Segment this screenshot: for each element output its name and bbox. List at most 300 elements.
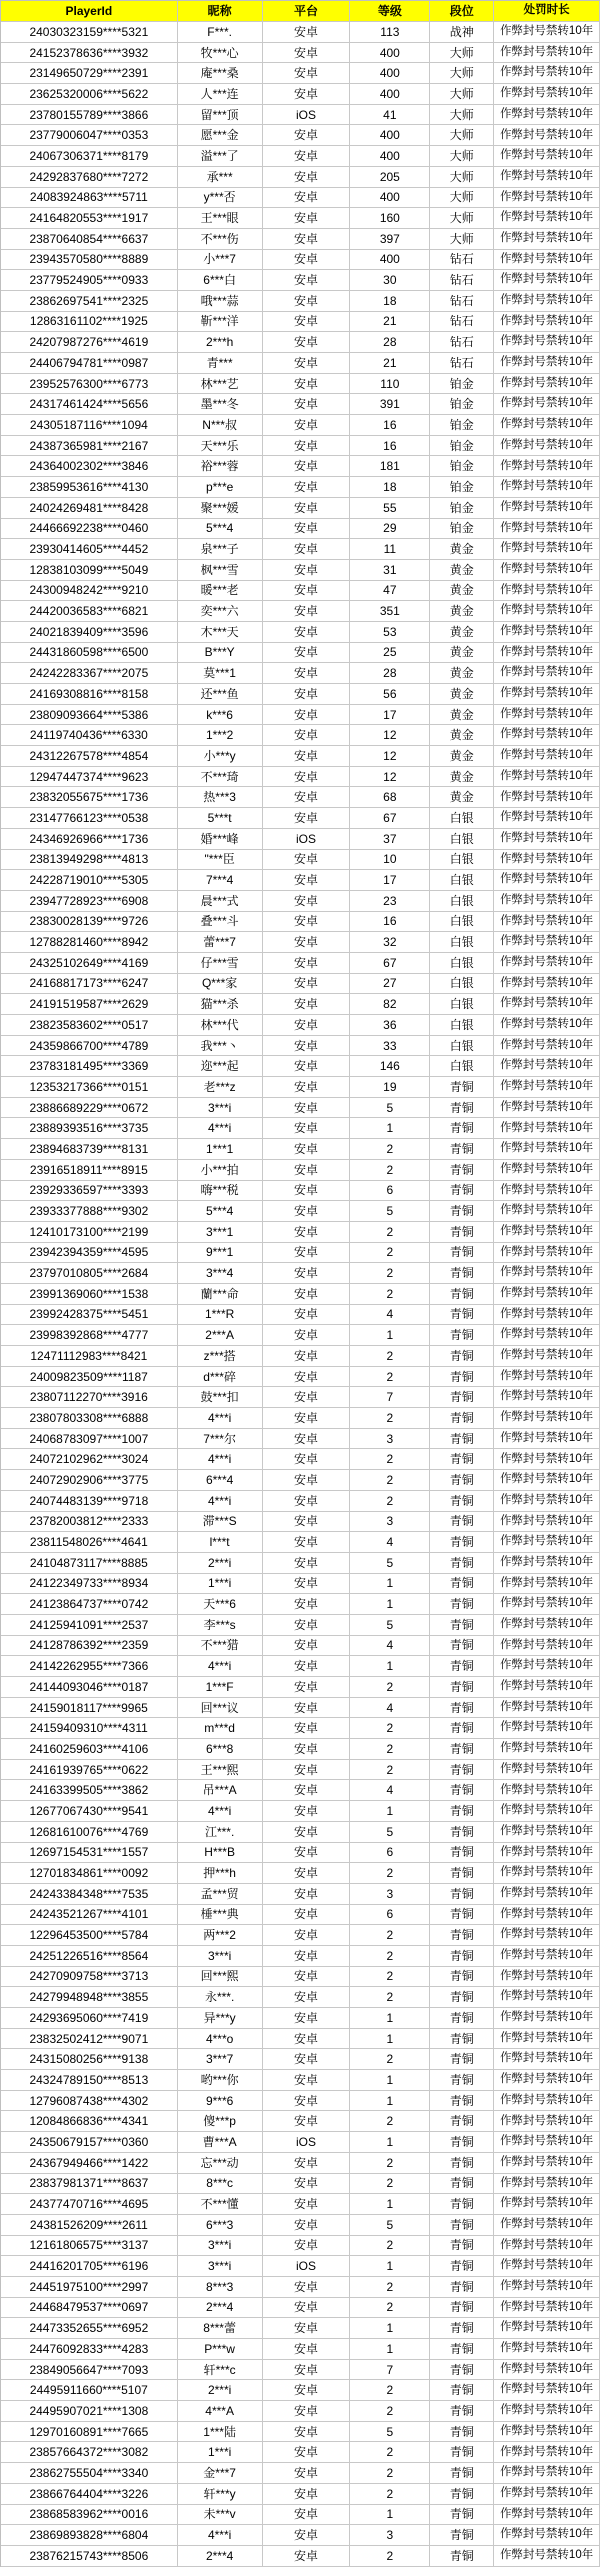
table-row: [1, 1987, 600, 2008]
cell-nickname: 老***z: [178, 1077, 263, 1097]
cell-penalty-duration: 作弊封号禁转10年: [494, 105, 600, 125]
cell-penalty-duration: 作弊封号禁转10年: [494, 912, 600, 932]
cell-level: 5: [350, 1098, 430, 1118]
cell-nickname: 6***白: [178, 270, 263, 290]
table-row: [1, 374, 600, 395]
table-row: [1, 787, 600, 808]
cell-level: 5: [350, 2215, 430, 2235]
cell-penalty-duration: 作弊封号禁转10年: [494, 622, 600, 642]
cell-player-id: 23942394359****4595: [1, 1243, 178, 1263]
cell-penalty-duration: 作弊封号禁转10年: [494, 146, 600, 166]
cell-rank: 青铜: [430, 1843, 494, 1863]
cell-platform: 安卓: [263, 1760, 351, 1780]
cell-level: 2: [350, 1739, 430, 1759]
cell-nickname: 牧***心: [178, 43, 263, 63]
cell-penalty-duration: 作弊封号禁转10年: [494, 374, 600, 394]
cell-nickname: 4***i: [178, 2525, 263, 2545]
cell-nickname: 9***1: [178, 1243, 263, 1263]
cell-nickname: 3***7: [178, 2049, 263, 2069]
cell-player-id: 23779006047****0353: [1, 125, 178, 145]
cell-level: 5: [350, 2422, 430, 2442]
cell-rank: 大师: [430, 43, 494, 63]
cell-level: 5: [350, 1201, 430, 1221]
cell-nickname: 晨***式: [178, 891, 263, 911]
table-row: [1, 415, 600, 436]
cell-level: 2: [350, 1139, 430, 1159]
cell-rank: 黄金: [430, 560, 494, 580]
cell-level: 12: [350, 725, 430, 745]
cell-platform: 安卓: [263, 1181, 351, 1201]
table-row: [1, 2236, 600, 2257]
cell-level: 205: [350, 167, 430, 187]
table-row: [1, 312, 600, 333]
cell-level: 36: [350, 1015, 430, 1035]
cell-player-id: 12947447374****9623: [1, 767, 178, 787]
cell-platform: 安卓: [263, 353, 351, 373]
cell-player-id: 24228719010****5305: [1, 870, 178, 890]
cell-level: 2: [350, 1677, 430, 1697]
cell-player-id: 23811548026****4641: [1, 1532, 178, 1552]
cell-nickname: 江***.: [178, 1822, 263, 1842]
cell-penalty-duration: 作弊封号禁转10年: [494, 2484, 600, 2504]
cell-rank: 青铜: [430, 1905, 494, 1925]
cell-level: 400: [350, 43, 430, 63]
cell-level: 17: [350, 705, 430, 725]
cell-rank: 青铜: [430, 1284, 494, 1304]
table-row: [1, 560, 600, 581]
table-row: [1, 353, 600, 374]
cell-level: 397: [350, 229, 430, 249]
cell-level: 4: [350, 1636, 430, 1656]
table-row: [1, 870, 600, 891]
cell-penalty-duration: 作弊封号禁转10年: [494, 2525, 600, 2545]
cell-penalty-duration: 作弊封号禁转10年: [494, 2194, 600, 2214]
table-row: [1, 746, 600, 767]
cell-nickname: F***.: [178, 22, 263, 42]
cell-player-id: 23849056647****7093: [1, 2360, 178, 2380]
cell-platform: 安卓: [263, 1967, 351, 1987]
cell-level: 37: [350, 829, 430, 849]
table-row: [1, 1387, 600, 1408]
cell-nickname: 4***A: [178, 2401, 263, 2421]
cell-rank: 大师: [430, 63, 494, 83]
table-row: [1, 1077, 600, 1098]
table-row: [1, 2029, 600, 2050]
cell-rank: 青铜: [430, 1470, 494, 1490]
cell-penalty-duration: 作弊封号禁转10年: [494, 2401, 600, 2421]
cell-level: 1: [350, 1594, 430, 1614]
cell-penalty-duration: 作弊封号禁转10年: [494, 767, 600, 787]
cell-player-id: 24317461424****5656: [1, 394, 178, 414]
cell-player-id: 24072102962****3024: [1, 1449, 178, 1469]
cell-level: 400: [350, 250, 430, 270]
cell-nickname: p***e: [178, 477, 263, 497]
cell-platform: 安卓: [263, 974, 351, 994]
cell-player-id: 23943570580****8889: [1, 250, 178, 270]
table-row: [1, 1098, 600, 1119]
cell-nickname: 婚***峰: [178, 829, 263, 849]
cell-level: 181: [350, 456, 430, 476]
cell-player-id: 23782003812****2333: [1, 1512, 178, 1532]
cell-level: 2: [350, 1346, 430, 1366]
cell-player-id: 23889393516****3735: [1, 1118, 178, 1138]
cell-nickname: 枫***雪: [178, 560, 263, 580]
table-row: [1, 2380, 600, 2401]
cell-player-id: 24300948242****9210: [1, 581, 178, 601]
cell-platform: 安卓: [263, 1036, 351, 1056]
cell-rank: 青铜: [430, 2339, 494, 2359]
cell-penalty-duration: 作弊封号禁转10年: [494, 974, 600, 994]
cell-player-id: 24164820553****1917: [1, 208, 178, 228]
cell-rank: 青铜: [430, 2546, 494, 2566]
cell-nickname: 曹***A: [178, 2132, 263, 2152]
cell-penalty-duration: 作弊封号禁转10年: [494, 1801, 600, 1821]
cell-player-id: 23862755504****3340: [1, 2463, 178, 2483]
cell-nickname: Q***家: [178, 974, 263, 994]
cell-nickname: 奕***六: [178, 601, 263, 621]
table-row: [1, 229, 600, 250]
cell-platform: 安卓: [263, 146, 351, 166]
cell-penalty-duration: 作弊封号禁转10年: [494, 291, 600, 311]
cell-player-id: 24367949466****1422: [1, 2153, 178, 2173]
cell-nickname: 哦***蒜: [178, 291, 263, 311]
cell-penalty-duration: 作弊封号禁转10年: [494, 1139, 600, 1159]
cell-platform: 安卓: [263, 2525, 351, 2545]
table-row: [1, 2463, 600, 2484]
cell-penalty-duration: 作弊封号禁转10年: [494, 477, 600, 497]
cell-platform: 安卓: [263, 1532, 351, 1552]
cell-platform: 安卓: [263, 22, 351, 42]
cell-platform: 安卓: [263, 1325, 351, 1345]
cell-nickname: 1***R: [178, 1305, 263, 1325]
cell-platform: 安卓: [263, 1863, 351, 1883]
cell-nickname: 留***顶: [178, 105, 263, 125]
cell-platform: 安卓: [263, 2546, 351, 2566]
cell-level: 2: [350, 1470, 430, 1490]
cell-nickname: 王***熙: [178, 1760, 263, 1780]
cell-platform: 安卓: [263, 188, 351, 208]
cell-penalty-duration: 作弊封号禁转10年: [494, 1739, 600, 1759]
cell-penalty-duration: 作弊封号禁转10年: [494, 994, 600, 1014]
cell-penalty-duration: 作弊封号禁转10年: [494, 332, 600, 352]
cell-player-id: 23916518911****8915: [1, 1160, 178, 1180]
table-row: [1, 436, 600, 457]
cell-platform: 安卓: [263, 1491, 351, 1511]
cell-penalty-duration: 作弊封号禁转10年: [494, 394, 600, 414]
cell-player-id: 23886689229****0672: [1, 1098, 178, 1118]
cell-nickname: 泉***子: [178, 539, 263, 559]
cell-rank: 大师: [430, 105, 494, 125]
table-row: [1, 1594, 600, 1615]
cell-penalty-duration: 作弊封号禁转10年: [494, 270, 600, 290]
cell-nickname: 5***t: [178, 808, 263, 828]
cell-rank: 青铜: [430, 2318, 494, 2338]
cell-player-id: 24159018117****9965: [1, 1698, 178, 1718]
cell-rank: 青铜: [430, 2111, 494, 2131]
cell-nickname: B***Y: [178, 643, 263, 663]
cell-penalty-duration: 作弊封号禁转10年: [494, 1098, 600, 1118]
cell-penalty-duration: 作弊封号禁转10年: [494, 2380, 600, 2400]
cell-platform: iOS: [263, 829, 351, 849]
cell-nickname: 2***i: [178, 1553, 263, 1573]
cell-penalty-duration: 作弊封号禁转10年: [494, 1429, 600, 1449]
cell-penalty-duration: 作弊封号禁转10年: [494, 22, 600, 42]
cell-rank: 黄金: [430, 643, 494, 663]
cell-level: 2: [350, 2236, 430, 2256]
cell-nickname: 小***拍: [178, 1160, 263, 1180]
cell-penalty-duration: 作弊封号禁转10年: [494, 125, 600, 145]
cell-level: 16: [350, 436, 430, 456]
cell-nickname: y***否: [178, 188, 263, 208]
cell-platform: 安卓: [263, 2277, 351, 2297]
cell-rank: 青铜: [430, 2298, 494, 2318]
cell-nickname: 蕾***7: [178, 932, 263, 952]
cell-platform: 安卓: [263, 2029, 351, 2049]
cell-nickname: 哟***你: [178, 2070, 263, 2090]
cell-player-id: 23876215743****8506: [1, 2546, 178, 2566]
cell-penalty-duration: 作弊封号禁转10年: [494, 1677, 600, 1697]
cell-nickname: 吊***A: [178, 1780, 263, 1800]
cell-platform: 安卓: [263, 63, 351, 83]
cell-platform: 安卓: [263, 167, 351, 187]
cell-nickname: 傻***p: [178, 2111, 263, 2131]
cell-player-id: 24021839409****3596: [1, 622, 178, 642]
cell-rank: 青铜: [430, 1512, 494, 1532]
cell-penalty-duration: 作弊封号禁转10年: [494, 1305, 600, 1325]
cell-nickname: 迩***起: [178, 1056, 263, 1076]
cell-player-id: 24251226516****8564: [1, 1946, 178, 1966]
table-row: [1, 270, 600, 291]
cell-platform: 安卓: [263, 456, 351, 476]
cell-player-id: 24142262955****7366: [1, 1656, 178, 1676]
cell-player-id: 24128786392****2359: [1, 1636, 178, 1656]
table-row: [1, 622, 600, 643]
cell-rank: 青铜: [430, 1884, 494, 1904]
table-row: [1, 2091, 600, 2112]
cell-platform: 安卓: [263, 767, 351, 787]
cell-nickname: 青***: [178, 353, 263, 373]
cell-rank: 黄金: [430, 767, 494, 787]
cell-player-id: 12697154531****1557: [1, 1843, 178, 1863]
cell-level: 400: [350, 188, 430, 208]
cell-rank: 黄金: [430, 539, 494, 559]
table-row: [1, 105, 600, 126]
cell-platform: 安卓: [263, 1449, 351, 1469]
cell-platform: 安卓: [263, 1243, 351, 1263]
cell-nickname: 还***鱼: [178, 684, 263, 704]
cell-nickname: 林***代: [178, 1015, 263, 1035]
cell-player-id: 23862697541****2325: [1, 291, 178, 311]
cell-penalty-duration: 作弊封号禁转10年: [494, 1056, 600, 1076]
cell-rank: 青铜: [430, 2277, 494, 2297]
cell-platform: 安卓: [263, 1780, 351, 1800]
cell-rank: 青铜: [430, 2442, 494, 2462]
cell-level: 2: [350, 1718, 430, 1738]
cell-penalty-duration: 作弊封号禁转10年: [494, 1284, 600, 1304]
cell-penalty-duration: 作弊封号禁转10年: [494, 415, 600, 435]
cell-nickname: 不***猎: [178, 1636, 263, 1656]
cell-rank: 青铜: [430, 1925, 494, 1945]
cell-player-id: 24270909758****3713: [1, 1967, 178, 1987]
table-row: [1, 974, 600, 995]
cell-penalty-duration: 作弊封号禁转10年: [494, 787, 600, 807]
cell-nickname: 4***i: [178, 1491, 263, 1511]
cell-level: 4: [350, 1305, 430, 1325]
cell-nickname: 滞***S: [178, 1512, 263, 1532]
cell-player-id: 24243521267****4101: [1, 1905, 178, 1925]
cell-rank: 青铜: [430, 1098, 494, 1118]
cell-level: 2: [350, 2153, 430, 2173]
cell-platform: 安卓: [263, 332, 351, 352]
cell-level: 6: [350, 1181, 430, 1201]
cell-level: 17: [350, 870, 430, 890]
cell-platform: 安卓: [263, 1387, 351, 1407]
cell-platform: 安卓: [263, 1408, 351, 1428]
cell-rank: 青铜: [430, 2505, 494, 2525]
cell-rank: 白银: [430, 850, 494, 870]
cell-player-id: 12838103099****5049: [1, 560, 178, 580]
cell-player-id: 24359866700****4789: [1, 1036, 178, 1056]
cell-penalty-duration: 作弊封号禁转10年: [494, 312, 600, 332]
table-row: [1, 1449, 600, 1470]
cell-nickname: 天***6: [178, 1594, 263, 1614]
table-row: [1, 2525, 600, 2546]
cell-penalty-duration: 作弊封号禁转10年: [494, 63, 600, 83]
cell-player-id: 24292837680****7272: [1, 167, 178, 187]
table-row: [1, 850, 600, 871]
table-row: [1, 1574, 600, 1595]
cell-platform: 安卓: [263, 581, 351, 601]
cell-player-id: 23933377888****9302: [1, 1201, 178, 1221]
cell-player-id: 24191519587****2629: [1, 994, 178, 1014]
cell-platform: 安卓: [263, 2111, 351, 2131]
cell-nickname: 2***h: [178, 332, 263, 352]
cell-level: 2: [350, 1222, 430, 1242]
cell-nickname: 2***4: [178, 2298, 263, 2318]
cell-rank: 大师: [430, 229, 494, 249]
cell-rank: 青铜: [430, 1305, 494, 1325]
cell-level: 4: [350, 1532, 430, 1552]
table-row: [1, 84, 600, 105]
cell-platform: 安卓: [263, 870, 351, 890]
cell-penalty-duration: 作弊封号禁转10年: [494, 43, 600, 63]
cell-player-id: 24104873117****8885: [1, 1553, 178, 1573]
table-row: [1, 1905, 600, 1926]
cell-player-id: 23952576300****6773: [1, 374, 178, 394]
cell-player-id: 23807803308****6888: [1, 1408, 178, 1428]
table-row: [1, 2277, 600, 2298]
cell-platform: 安卓: [263, 746, 351, 766]
cell-level: 1: [350, 2091, 430, 2111]
cell-level: 2: [350, 2111, 430, 2131]
cell-nickname: 1***2: [178, 725, 263, 745]
cell-level: 12: [350, 767, 430, 787]
table-row: [1, 1408, 600, 1429]
cell-player-id: 23866764404****3226: [1, 2484, 178, 2504]
table-row: [1, 2339, 600, 2360]
table-row: [1, 912, 600, 933]
cell-penalty-duration: 作弊封号禁转10年: [494, 560, 600, 580]
cell-player-id: 23992428375****5451: [1, 1305, 178, 1325]
cell-player-id: 24159409310****4311: [1, 1718, 178, 1738]
cell-platform: 安卓: [263, 1346, 351, 1366]
cell-level: 25: [350, 643, 430, 663]
cell-level: 2: [350, 1263, 430, 1283]
cell-level: 3: [350, 2525, 430, 2545]
cell-penalty-duration: 作弊封号禁转10年: [494, 2091, 600, 2111]
table-row: [1, 1677, 600, 1698]
cell-platform: 安卓: [263, 1594, 351, 1614]
cell-platform: 安卓: [263, 1677, 351, 1697]
cell-nickname: 4***i: [178, 1408, 263, 1428]
table-row: [1, 725, 600, 746]
cell-level: 4: [350, 1698, 430, 1718]
cell-level: 1: [350, 1574, 430, 1594]
cell-nickname: 5***4: [178, 519, 263, 539]
cell-nickname: 4***i: [178, 1656, 263, 1676]
cell-penalty-duration: 作弊封号禁转10年: [494, 2049, 600, 2069]
cell-rank: 铂金: [430, 519, 494, 539]
cell-nickname: 押***h: [178, 1863, 263, 1883]
table-row: [1, 1553, 600, 1574]
cell-player-id: 24160259603****4106: [1, 1739, 178, 1759]
cell-platform: 安卓: [263, 2360, 351, 2380]
cell-level: 11: [350, 539, 430, 559]
cell-platform: 安卓: [263, 1015, 351, 1035]
cell-player-id: 24451975100****2997: [1, 2277, 178, 2297]
cell-platform: 安卓: [263, 932, 351, 952]
cell-level: 113: [350, 22, 430, 42]
cell-level: 30: [350, 270, 430, 290]
cell-level: 400: [350, 63, 430, 83]
cell-player-id: 24305187116****1094: [1, 415, 178, 435]
cell-level: 400: [350, 125, 430, 145]
cell-penalty-duration: 作弊封号禁转10年: [494, 581, 600, 601]
cell-level: 2: [350, 1491, 430, 1511]
cell-platform: 安卓: [263, 2298, 351, 2318]
cell-nickname: 未***v: [178, 2505, 263, 2525]
cell-rank: 青铜: [430, 1222, 494, 1242]
cell-level: 82: [350, 994, 430, 1014]
cell-level: 2: [350, 1946, 430, 1966]
cell-nickname: m***d: [178, 1718, 263, 1738]
cell-player-id: 24420036583****6821: [1, 601, 178, 621]
cell-rank: 青铜: [430, 1367, 494, 1387]
cell-level: 400: [350, 146, 430, 166]
cell-platform: 安卓: [263, 1222, 351, 1242]
cell-rank: 大师: [430, 84, 494, 104]
cell-level: 32: [350, 932, 430, 952]
cell-platform: 安卓: [263, 270, 351, 290]
cell-level: 29: [350, 519, 430, 539]
cell-penalty-duration: 作弊封号禁转10年: [494, 725, 600, 745]
cell-player-id: 24168817173****6247: [1, 974, 178, 994]
cell-rank: 青铜: [430, 1863, 494, 1883]
cell-rank: 白银: [430, 1056, 494, 1076]
cell-platform: 安卓: [263, 1636, 351, 1656]
table-row: [1, 684, 600, 705]
cell-penalty-duration: 作弊封号禁转10年: [494, 932, 600, 952]
cell-level: 1: [350, 1325, 430, 1345]
cell-rank: 青铜: [430, 2380, 494, 2400]
cell-platform: 安卓: [263, 1739, 351, 1759]
cell-penalty-duration: 作弊封号禁转10年: [494, 1160, 600, 1180]
cell-level: 19: [350, 1077, 430, 1097]
cell-nickname: 棰***典: [178, 1905, 263, 1925]
cell-player-id: 23147766123****0538: [1, 808, 178, 828]
cell-nickname: 7***4: [178, 870, 263, 890]
cell-platform: 安卓: [263, 1056, 351, 1076]
